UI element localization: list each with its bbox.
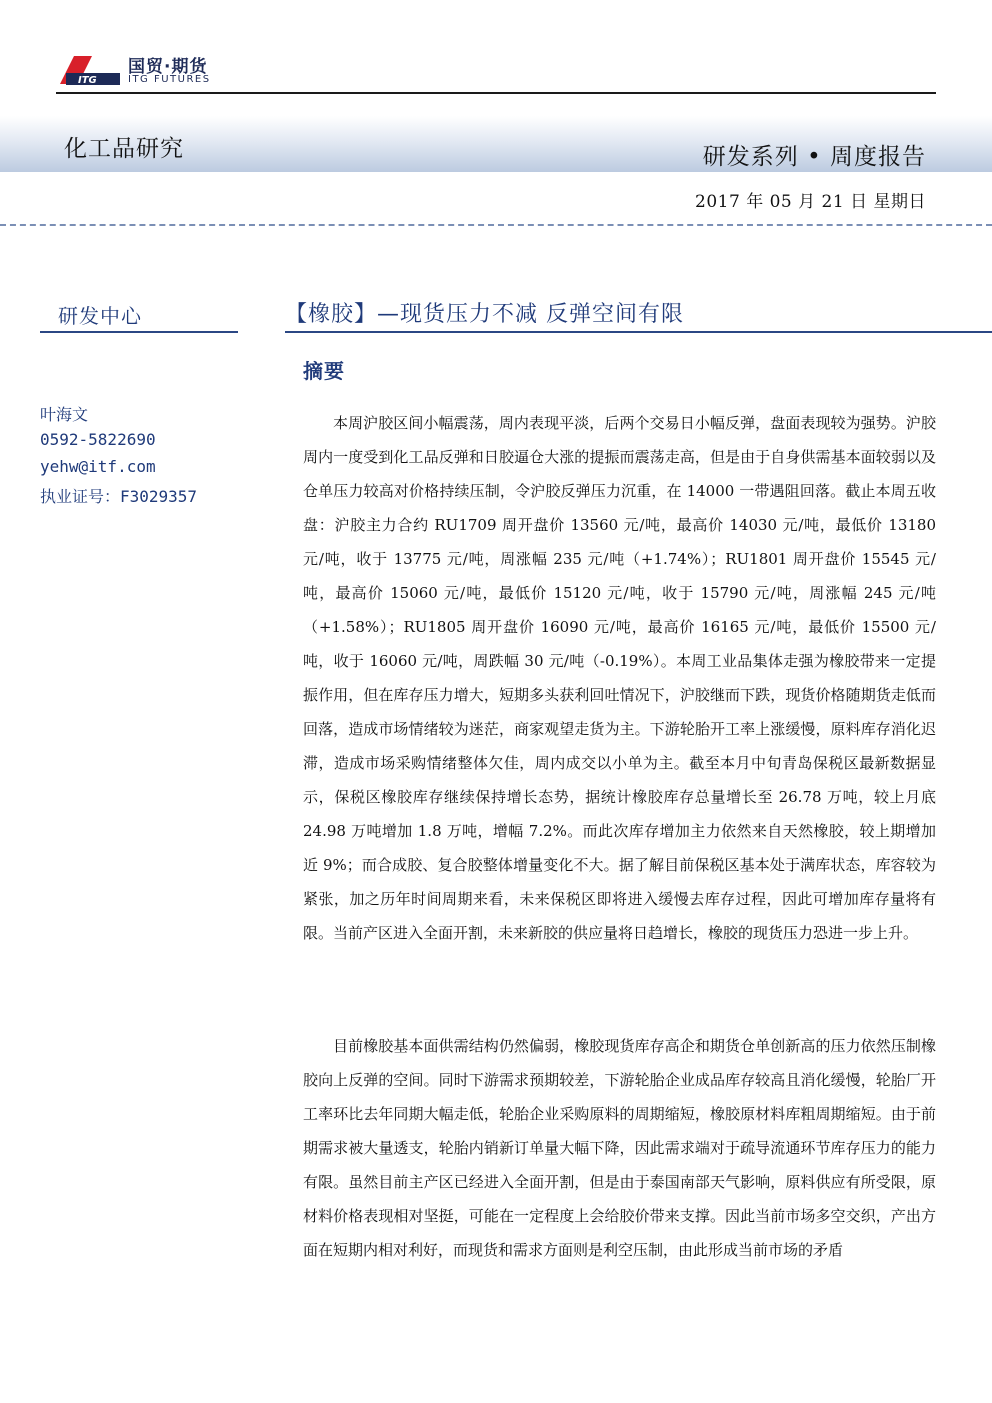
logo-mark-text: ITG: [78, 75, 97, 86]
analysis-body: [303, 1029, 936, 1267]
author-email[interactable]: yehw@itf.com: [40, 457, 156, 476]
header-rule: [56, 92, 936, 94]
section-title: 化工品研究: [64, 136, 184, 162]
sidebar-rule: [40, 331, 238, 333]
author-phone: 0592-5822690: [40, 430, 156, 449]
report-date: 2017 年 05 月 21 日 星期日: [695, 192, 926, 212]
report-banner: [0, 116, 992, 172]
series-title: 研发系列 • 周度报告: [702, 144, 926, 170]
logo-english-name: ITG FUTURES: [128, 74, 211, 85]
sidebar-title: 研发中心: [58, 304, 142, 328]
abstract-heading: 摘要: [303, 359, 345, 383]
itg-logo: [58, 50, 238, 90]
paragraph: 目前橡胶基本面供需结构仍然偏弱，橡胶现货库存高企和期货仓单创新高的压力依然压制橡胶向上反弹的空间。同时下游需求预期较差，下游轮胎企业成品库存较高且消化缓慢，轮胎厂开工率环比去年同期大幅走低，轮胎企业采购原料的周期缩短，橡胶原材料库粗周期缩短。由于前期需求被大量透支，轮胎内销新订单量大幅下降，因此需求端对于疏导流通环节库存压力的能力有限。虽然目前主产区已经进入全面开割，但是由于泰国南部天气影响，原料供应有所受限，原材料价格表现相对坚挺，可能在一定程度上会给胶价带来支撑。因此当前市场多空交织，产出方面在短期内相对利好，而现货和需求方面则是利空压制，由此形成当前市场的矛盾: [303, 1037, 936, 1259]
dashed-divider: [0, 224, 992, 226]
author-license: 执业证号：F3029357: [40, 487, 198, 506]
logo-chinese-name: 国贸·期货: [128, 57, 208, 77]
title-rule: [285, 331, 992, 333]
article-title: 【橡胶】—现货压力不减 反弹空间有限: [285, 302, 684, 327]
abstract-body: [303, 406, 936, 950]
itg-logo-mark-icon: [58, 50, 124, 90]
paragraph: 本周沪胶区间小幅震荡，周内表现平淡，后两个交易日小幅反弹，盘面表现较为强势。沪胶周内一度受到化工品反弹和日胶逼仓大涨的提振而震荡走高，但是由于自身供需基本面较弱以及仓单压力较高对价格持续压制，令沪胶反弹压力沉重，在 14000 一带遇阻回落。截止本周五收盘：沪胶主力合约 RU1709 周开盘价 13560 元/吨，最高价 14030 元/吨，最低价 13180 元/吨，收于 13775 元/吨，周涨幅 235 元/吨（+1.74%）；RU1801 周开盘价 15545 元/吨，最高价 15060 元/吨，最低价 15120 元/吨，收于 15790 元/吨，周涨幅 245 元/吨（+1.58%）；RU1805 周开盘价 16090 元/吨，最高价 16165 元/吨，最低价 15500 元/吨，收于 16060 元/吨，周跌幅 30 元/吨（-0.19%）。本周工业品集体走强为橡胶带来一定提振作用，但在库存压力增大，短期多头获利回吐情况下，沪胶继而下跌，现货价格随期货走低而回落，造成市场情绪较为迷茫，商家观望走货为主。下游轮胎开工率上涨缓慢，原料库存消化迟滞，造成市场采购情绪整体欠佳，周内成交以小单为主。截至本月中旬青岛保税区最新数据显示，保税区橡胶库存继续保持增长态势，据统计橡胶库存总量增长至 26.78 万吨，较上月底 24.98 万吨增加 1.8 万吨，增幅 7.2%。而此次库存增加主力依然来自天然橡胶，较上期增加近 9%；而合成胶、复合胶整体增量变化不大。据了解目前保税区基本处于满库状态，库容较为紧张，加之历年时间周期来看，未来保税区即将进入缓慢去库存过程，因此可增加库存量将有限。当前产区进入全面开割，未来新胶的供应量将日趋增长，橡胶的现货压力恐进一步上升。: [303, 414, 936, 942]
author-name: 叶海文: [40, 405, 89, 424]
